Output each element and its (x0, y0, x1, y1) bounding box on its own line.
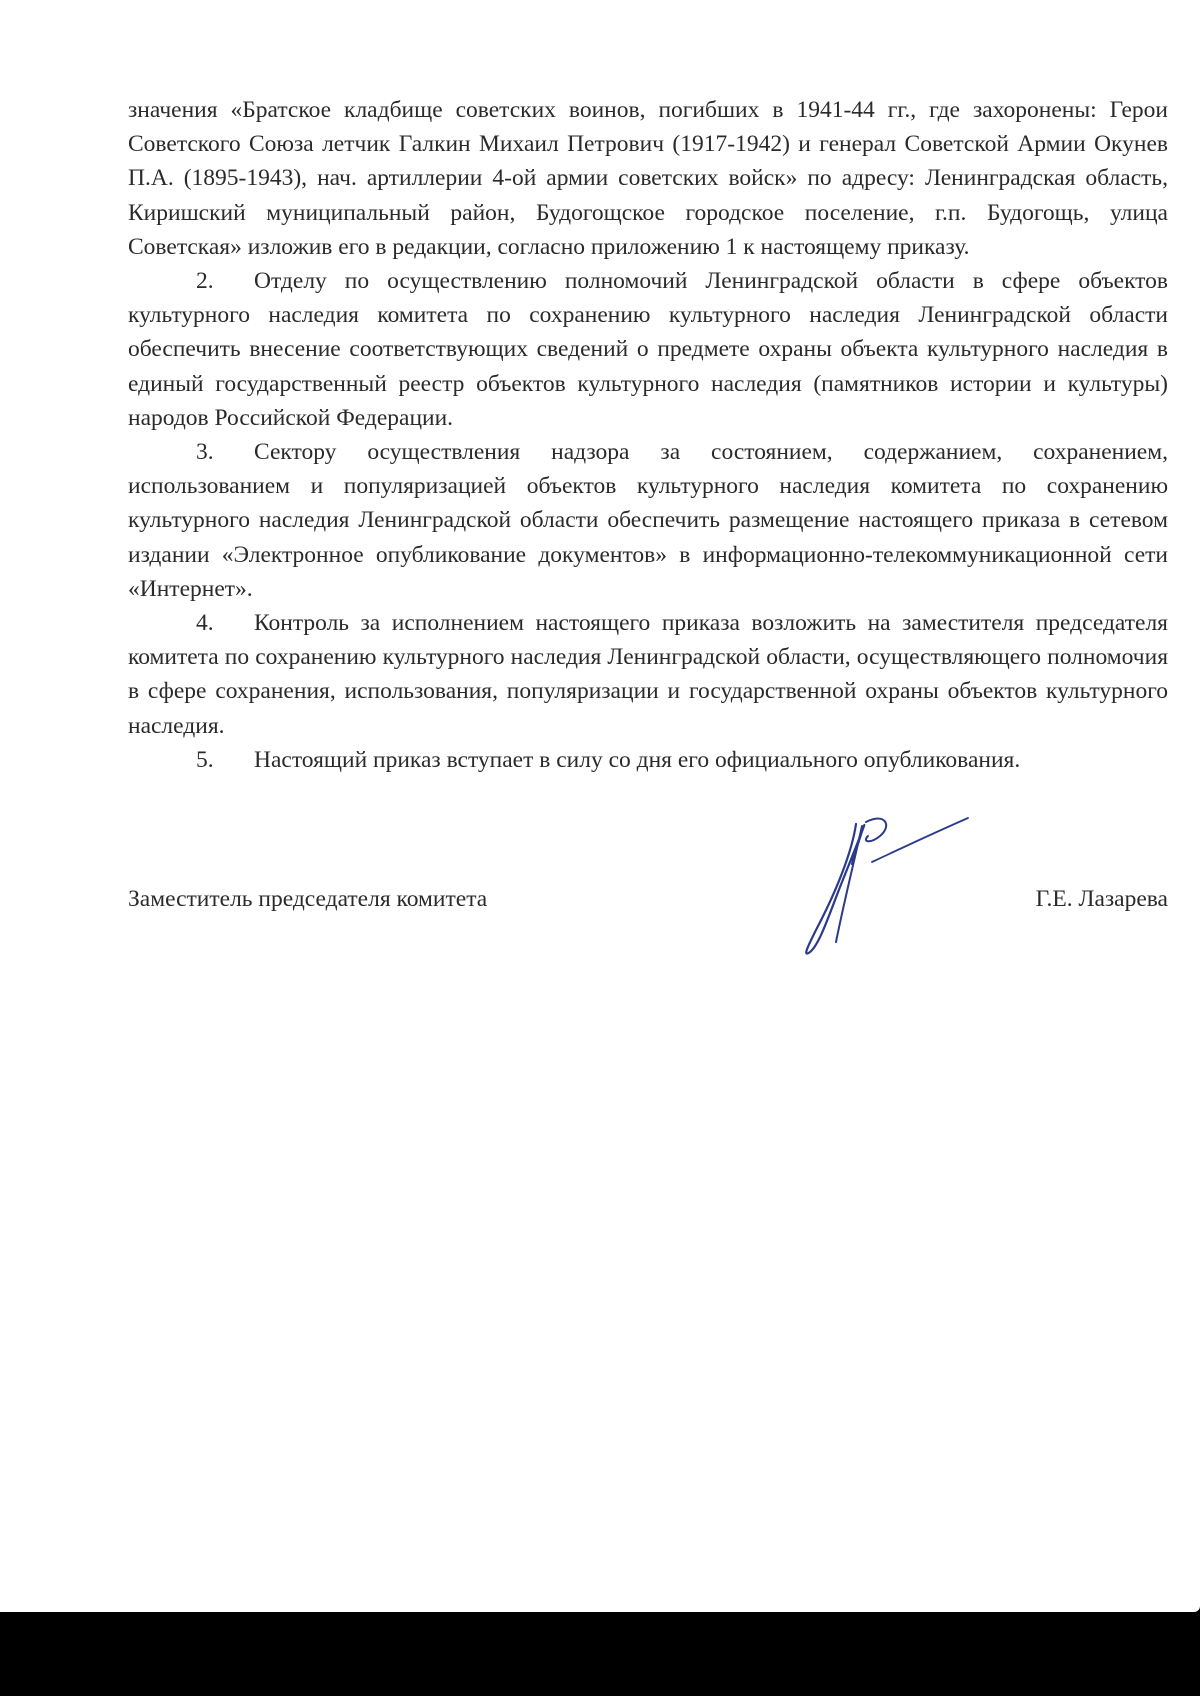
signature-stroke (806, 824, 864, 954)
item-text: Настоящий приказ вступает в силу со дня его официального опубликования. (254, 746, 1021, 773)
item-text: Контроль за исполнением настоящего приказа возложить на заместителя председателя комитета по сохранению культурного наследия Ленинградской области, осуществляющего полномочия в сфере сохранения, использования, популяризации и государственной охраны объектов культурного наследия. (128, 610, 1168, 739)
item-text: Отделу по осуществлению полномочий Ленинградской области в сфере объектов культурного наследия комитета по сохранению культурного наследия Ленинградской области обеспечить внесение соответствующих сведений о предмете охраны объекта культурного наследия в единый государственный реестр объектов культурного наследия (памятников истории и культуры) народов Российской Федерации. (128, 268, 1168, 431)
list-item (128, 743, 1168, 777)
signature-stroke (836, 826, 862, 942)
list-item (128, 606, 1168, 743)
document-body (128, 93, 1168, 777)
list-item (128, 264, 1168, 435)
intro-paragraph: значения «Братское кладбище советских воинов, погибших в 1941-44 гг., где захоронены: Герои Советского Союза летчик Галкин Михаил Петрович (1917-1942) и генерал Советской Армии Окунев П.А. (1895-1943), нач. артиллерии 4-ой армии советских войск» по адресу: Ленинградская область, Киришский муниципальный район, Будогощское городское поселение, г.п. Будогощь, улица Советская» изложив его в редакции, согласно приложению 1 к настоящему приказу. (128, 97, 1168, 260)
signatory-name: Г.Е. Лазарева (1035, 886, 1168, 912)
handwritten-signature (796, 812, 996, 962)
item-number: 5. (196, 746, 214, 773)
item-number: 2. (196, 268, 214, 295)
item-text: Сектору осуществления надзора за состоянием, содержанием, сохранением, использованием и популяризацией объектов культурного наследия комитета по сохранению культурного наследия Ленинградской области обеспечить размещение настоящего приказа в сетевом издании «Электронное опубликование документов» в информационно-телекоммуникационной сети «Интернет». (128, 439, 1168, 602)
item-number: 4. (196, 610, 214, 637)
signatory-position: Заместитель председателя комитета (128, 886, 488, 912)
list-item (128, 435, 1168, 606)
item-number: 3. (196, 439, 214, 466)
signature-block (128, 882, 1168, 992)
signature-stroke (866, 819, 886, 842)
